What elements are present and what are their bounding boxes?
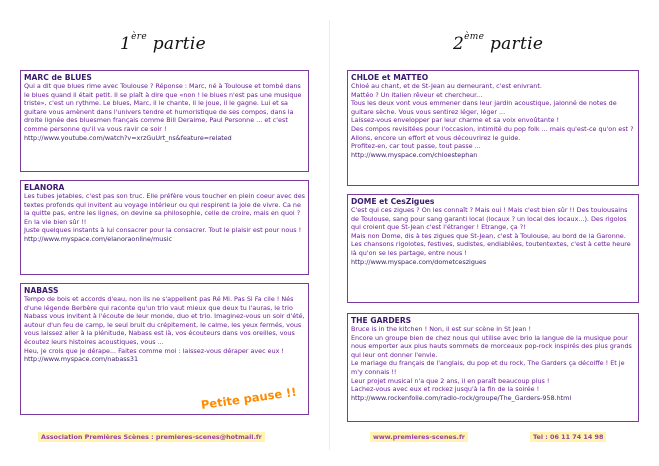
artist-name: THE GARDERS: [351, 316, 412, 325]
artist-box-chloe-et-matteo: [347, 70, 639, 186]
artist-description: Chloé au chant, et de St-Jean au demeurant, c'est enivrant. Mattéo ? Un italien rêveur et chercheur... Tous les deux vont vous emmener dans leur jardin acoustique, jalonné de notes de guitare sèche. Vous vous sentirez léger, léger ... Laissez-vous envelopper par leur charme et sa voix envoûtante ! Des compos revisitées pour l'occasion, intimité du pop folk ... mais qu'est-ce qu'on est ? Allons, encore un effort et vous découvrirez le guide. Profitez-en, car tout passe, tout passe ...: [351, 82, 634, 151]
left-page-title: 1ère partie: [120, 32, 206, 54]
page-gutter: [329, 20, 330, 450]
artist-description: C'est qui ces zigues ? On les connaît ? Mais oui ! Mais c'est bien sûr !! Des toulousains de Toulouse, sang pour sang garanti local (locaux ? un local des locaux...). Des rigolos qui croient que St-Jean c'est l'étranger ! Etrange, ça ?! Mais non Dome, dis à tes zigues que St-Jean, c'est à Toulouse, au bord de la Garonne. Les chansons rigolotes, festives, sudistes, endiablées, toutentextes, c'est à cette heure là qu'on se les partage, entre nous !: [351, 206, 631, 257]
artist-link[interactable]: http://www.youtube.com/watch?v=xrzGuUrt_ns&feature=related: [24, 133, 232, 142]
website-footer[interactable]: www.premieres-scenes.fr: [370, 432, 468, 442]
artist-link[interactable]: http://www.myspace.com/nabass31: [24, 355, 139, 364]
artist-description: Tempo de bois et accords d'eau, non ils ne s'appellent pas Ré Mi. Pas Si Fa cile ! Nés d'une légende Berbère qui raconte qu'un trio vaut mieux que deux tu l'auras, le trio Nabass vous invitent à l'écoute de leur monde, duo et trio. Imaginez-vous un soir d'été, autour d'un feu de camp, le seul bruit du crépitement, le calme, les yeux fermés, vous vous laissez aller à la plénitude, Nabass est là, vos écouteurs dans vos oreilles, vous écoutez leurs histoires acoustiques, vous ... Heu, je crois que je dérape... Faites comme moi : laissez-vous déraper avec eux !: [24, 295, 305, 355]
break-note: Petite pause !!: [200, 384, 298, 412]
artist-link[interactable]: http://www.myspace.com/chloestephan: [351, 150, 478, 159]
artist-name: MARC de BLUES: [24, 73, 92, 82]
phone-footer: Tel : 06 11 74 14 98: [530, 432, 606, 442]
artist-name: CHLOE et MATTEO: [351, 73, 429, 82]
artist-description: Bruce is in the kitchen ! Non, il est sur scène in St Jean ! Encore un groupe bien de chez nous qui utilise avec brio la langue de la musique pour nous emporter aux plus hauts sommets de morceaux pop-rock inspirés des plus grands qui leur ont donner l'envie. Le mariage du français de l'anglais, du pop et du rock, The Garders ça décoiffe ! Et je m'y connais !! Leur projet musical n'a que 2 ans, il en paraît beaucoup plus ! Lachez-vous avec eux et rockez jusqu'à la fin de la soirée !: [351, 325, 632, 394]
artist-name: ELANORA: [24, 183, 65, 192]
artist-link[interactable]: http://www.myspace.com/elanoraonline/music: [24, 234, 172, 243]
artist-box-dome-et-ceszigues: [347, 194, 639, 303]
artist-box-elanora: [20, 180, 309, 275]
association-footer: Association Premières Scènes : premieres-scenes@hotmail.fr: [38, 432, 265, 442]
artist-box-marc-de-blues: [20, 70, 309, 172]
artist-description: Qui a dit que blues rime avec Toulouse ? Réponse : Marc, né à Toulouse et tombé dans le blues quand il était petit. Il se plaît à dire que «non ! le blues n'est pas une musique triste», c'est un rythme. Le blues, Marc, il le chante, il le joue, il le gagne. Lui et sa guitare vous amènent dans l'univers tendre et humoristique de ses compos, dans la droite lignée des bluesmen français comme Bill Deraime, Paul Personne ... et c'est comme personne qu'il va vous ravir ce soir !: [24, 82, 304, 133]
artist-link[interactable]: http://www.myspace.com/dometceszigues: [351, 257, 487, 266]
artist-name: DOME et CesZigues: [351, 197, 435, 206]
artist-box-the-garders: [347, 313, 639, 422]
artist-description: Les tubes jetables, c'est pas son truc. Elle préfère vous toucher en plein coeur avec des textes profonds qui invitent au voyage intérieur ou qui respirent la joie de vivre. Ca ne la quitte pas, entre les lignes, on devine sa philosophie, celle de croire, mais en quoi ? En la vie bien sûr !! Juste quelques instants à lui consacrer pour la consacrer. Tout le plaisir est pour nous !: [24, 192, 305, 235]
right-page-title: 2ème partie: [453, 32, 544, 54]
artist-link[interactable]: http://www.rockenfolie.com/radio-rock/groupe/The_Garders-958.html: [351, 393, 572, 402]
artist-name: NABASS: [24, 286, 59, 295]
